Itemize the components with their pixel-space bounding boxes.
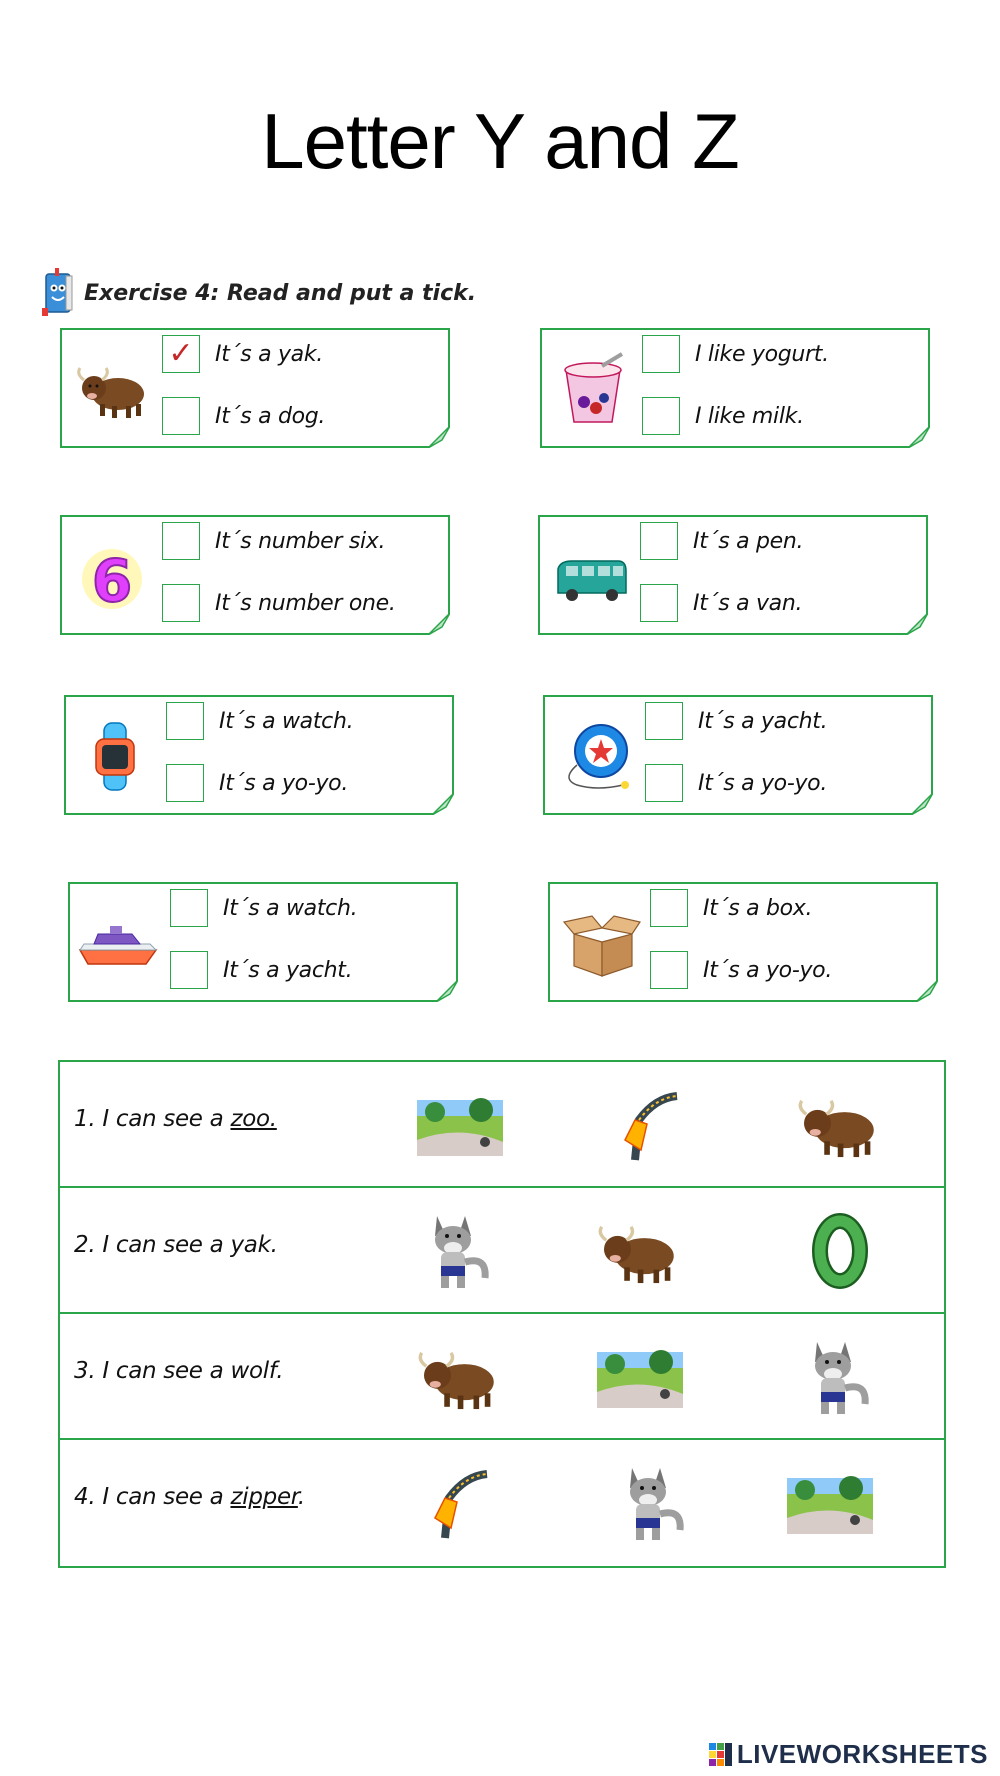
option-label: It´s a yo-yo. [219,770,349,796]
tick-checkbox[interactable] [162,335,200,373]
tick-checkbox[interactable] [640,522,678,560]
page-fold-icon [906,613,928,635]
yacht-icon [68,906,164,981]
page-fold-icon [432,793,454,815]
sentence: 2. I can see a yak. [74,1232,278,1258]
option-row [642,334,829,374]
option-row [642,396,804,436]
option-label: It´s a pen. [693,528,804,554]
sentence: 3. I can see a wolf. [74,1358,284,1384]
table-row [60,1188,944,1314]
option-label: It´s a watch. [223,895,358,921]
yak-icon [795,1080,885,1170]
number-six-icon [74,539,154,614]
option-label: It´s a yo-yo. [698,770,828,796]
check-mark-icon: ✓ [168,336,194,371]
card-yogurt [540,328,930,448]
brand-text: LIVEWORKSHEETS [736,1739,988,1769]
watch-icon [78,719,158,794]
option-row [640,521,803,561]
card-yoyo [543,695,933,815]
option-label: It´s a van. [693,590,803,616]
svg-text:6: 6 [91,547,133,614]
option-row [645,701,827,741]
option-row [162,334,323,374]
tick-checkbox[interactable] [650,951,688,989]
tick-checkbox[interactable] [162,584,200,622]
yak-choice[interactable] [795,1080,885,1170]
picture-choice-table [58,1060,946,1568]
option-row [645,763,827,803]
option-label: It´s a yo-yo. [703,957,833,983]
yoyo-icon [557,719,637,794]
van-icon [552,539,632,614]
page-title: Letter Y and Z [261,97,739,185]
option-row [170,950,352,990]
option-row [650,888,812,928]
sentence: 1. I can see a zoo. [74,1106,277,1132]
card-yak [60,328,450,448]
option-label: It´s a yacht. [698,708,828,734]
option-row [166,763,348,803]
page-fold-icon [436,980,458,1002]
zipper-icon [405,1458,495,1548]
page-fold-icon [908,426,930,448]
yak-choice[interactable] [595,1206,685,1296]
box-icon [562,906,642,981]
page-fold-icon [428,426,450,448]
option-row [640,583,802,623]
exercise-header [40,268,476,318]
wolf-icon [415,1206,505,1296]
tick-checkbox[interactable] [640,584,678,622]
wolf-icon [795,1332,885,1422]
liveworksheets-logo-icon [709,1743,733,1767]
option-label: It´s a box. [703,895,813,921]
table-row [60,1062,944,1188]
wolf-icon [610,1458,700,1548]
tick-checkbox[interactable] [170,889,208,927]
zero-icon [795,1206,885,1296]
option-row [170,888,357,928]
option-label: It´s a yacht. [223,957,353,983]
tick-checkbox[interactable] [170,951,208,989]
zipper-choice[interactable] [405,1458,495,1548]
page-fold-icon [916,980,938,1002]
card-box [548,882,938,1002]
tick-checkbox[interactable] [645,764,683,802]
tick-checkbox[interactable] [162,397,200,435]
zoo-icon [595,1332,685,1422]
option-label: It´s a watch. [219,708,354,734]
zoo-choice[interactable] [595,1332,685,1422]
tick-checkbox[interactable] [162,522,200,560]
card-watch [64,695,454,815]
option-row [162,521,385,561]
wolf-choice[interactable] [415,1206,505,1296]
card-number-six [60,515,450,635]
option-label: It´s number one. [215,590,396,616]
option-label: It´s number six. [215,528,386,554]
zoo-icon [785,1458,875,1548]
card-yacht [68,882,458,1002]
page-fold-icon [911,793,933,815]
exercise-heading: Exercise 4: Read and put a tick. [84,280,477,306]
zoo-icon [415,1080,505,1170]
page-fold-icon [428,613,450,635]
book-mascot-icon [40,268,78,318]
option-label: I like milk. [695,403,804,429]
zero-choice[interactable] [795,1206,885,1296]
yak-icon [74,352,154,427]
tick-checkbox[interactable] [166,764,204,802]
yak-choice[interactable] [415,1332,505,1422]
yogurt-icon [554,352,634,427]
option-label: It´s a dog. [215,403,326,429]
tick-checkbox[interactable] [650,889,688,927]
option-label: I like yogurt. [695,341,829,367]
option-row [166,701,353,741]
yak-icon [415,1332,505,1422]
zipper-choice[interactable] [595,1080,685,1170]
table-row [60,1314,944,1440]
option-row [650,950,832,990]
zoo-choice[interactable] [415,1080,505,1170]
wolf-choice[interactable] [795,1332,885,1422]
card-van [538,515,928,635]
tick-checkbox[interactable] [642,397,680,435]
yak-icon [595,1206,685,1296]
table-row [60,1440,944,1566]
option-row [162,583,396,623]
option-label: It´s a yak. [215,341,323,367]
wolf-choice[interactable] [610,1458,700,1548]
tick-checkbox[interactable] [166,702,204,740]
zipper-icon [595,1080,685,1170]
zoo-choice[interactable] [785,1458,875,1548]
sentence: 4. I can see a zipper. [74,1484,305,1510]
tick-checkbox[interactable] [642,335,680,373]
option-row [162,396,325,436]
tick-checkbox[interactable] [645,702,683,740]
brand-logo[interactable] [709,1739,988,1770]
